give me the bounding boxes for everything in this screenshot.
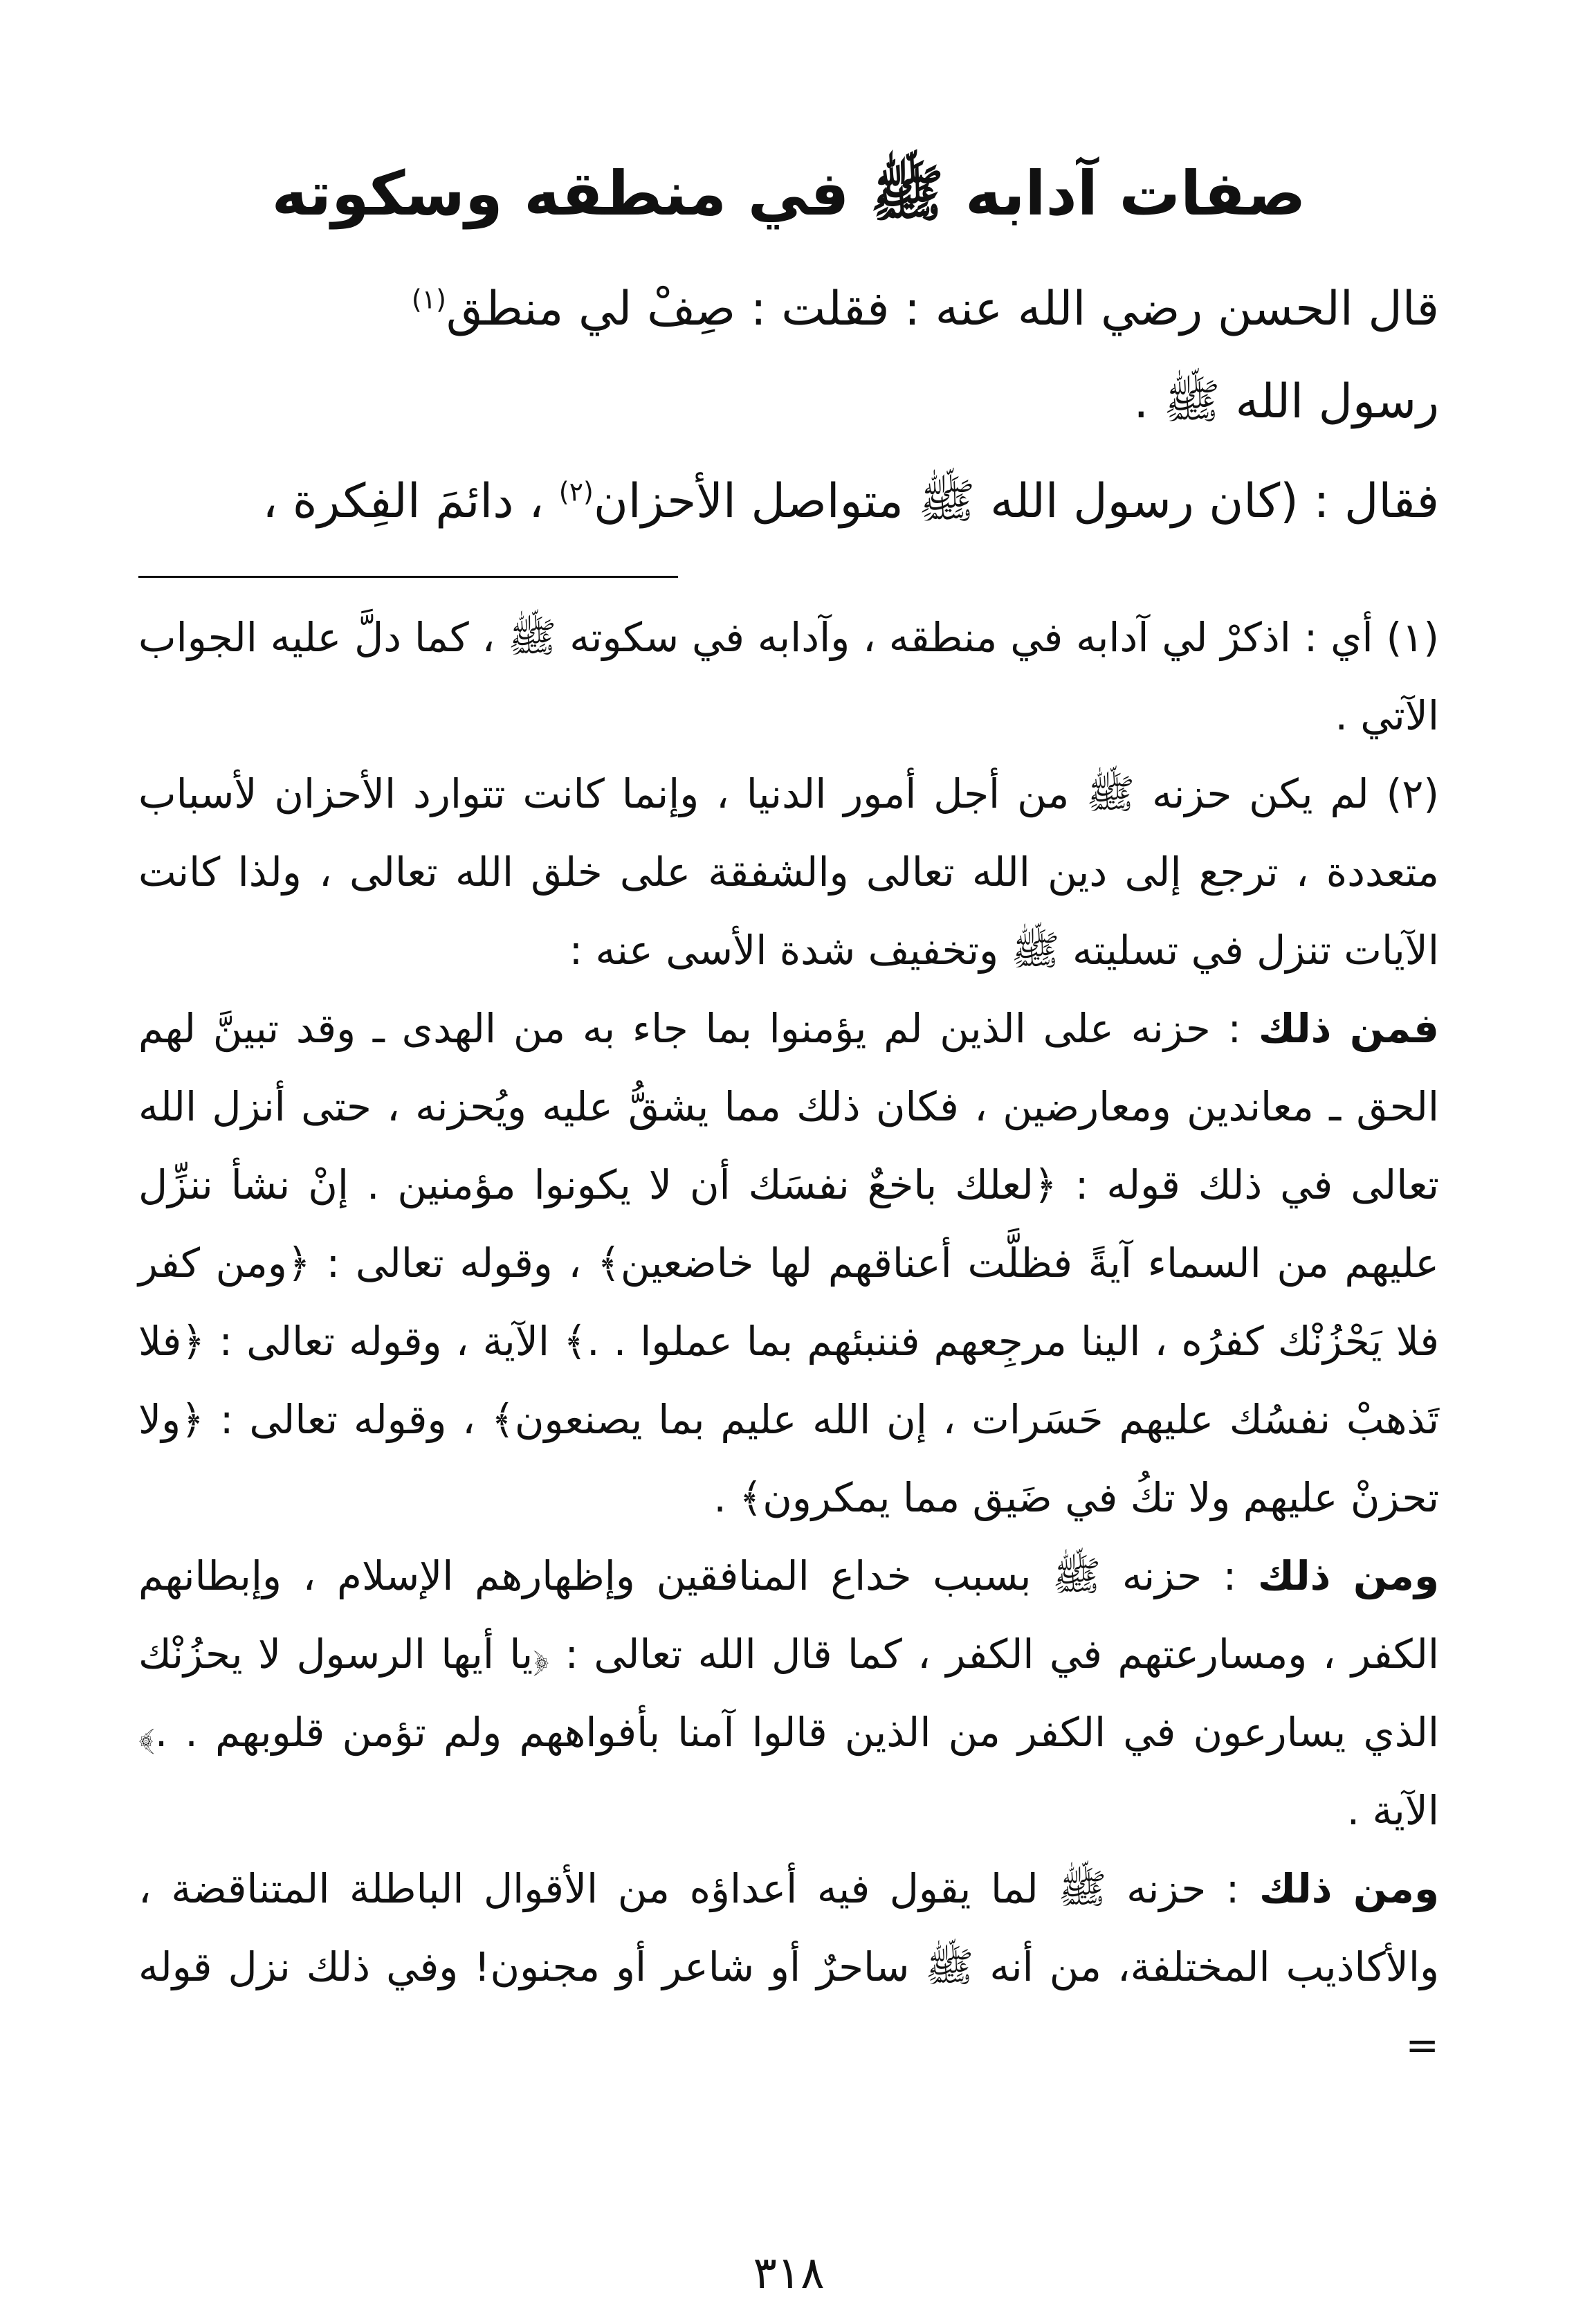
footnote-1-number: (١)	[1386, 614, 1440, 661]
footnotes	[138, 599, 1439, 2085]
footnote-paragraph-3	[138, 990, 1439, 1537]
footnote-paragraph-4	[138, 1537, 1439, 1850]
main-paragraph-1-end: رسول الله ﷺ .	[1133, 374, 1439, 429]
main-paragraph-2-text: فقال : (كان رسول الله ﷺ متواصل الأحزان	[593, 474, 1439, 529]
main-paragraph-1	[138, 263, 1439, 448]
main-text	[138, 263, 1439, 548]
footnote-paragraph-5-lead: ومن ذلك	[1259, 1865, 1439, 1912]
main-paragraph-2	[138, 455, 1439, 548]
footnote-1	[138, 599, 1439, 755]
document-page	[138, 138, 1440, 2299]
page-number: ٣١٨	[753, 2248, 825, 2299]
footnote-2-number: (٢)	[1386, 770, 1439, 817]
footnote-paragraph-5	[138, 1850, 1439, 2085]
footnote-paragraph-5-text: : حزنه ﷺ لما يقول فيه أعداؤه من الأقوال الباطلة المتناقضة ، والأكاذيب المختلفة، من أنه ﷺ ساحرٌ أو شاعر أو مجنون! وفي ذلك نزل قوله =	[138, 1865, 1439, 2069]
main-paragraph-1-text: قال الحسن رضي الله عنه : فقلت : صِفْ لي منطق	[446, 282, 1439, 336]
footnote-paragraph-4-lead: ومن ذلك	[1257, 1552, 1439, 1599]
footnote-paragraph-3-lead: فمن ذلك	[1258, 1005, 1439, 1052]
footnote-1-text: أي : اذكرْ لي آدابه في منطقه ، وآدابه في سكوته ﷺ ، كما دلَّ عليه الجواب الآتي .	[138, 614, 1439, 739]
footnote-divider	[138, 576, 678, 578]
footnote-paragraph-3-text: : حزنه على الذين لم يؤمنوا بما جاء به من الهدى ـ وقد تبينَّ لهم الحق ـ معاندين ومعارضين ، فكان ذلك مما يشقُّ عليه ويُحزنه ، حتى أنزل الله تعالى في ذلك قوله : ﴿لعلك باخعٌ نفسَك أن لا يكونوا مؤمنين . إنْ نشأ ننزِّل عليهم من السماء آيةً فظلَّت أعناقهم لها خاضعين﴾ ، وقوله تعالى : ﴿ومن كفر فلا يَحْزُنْك كفرُه ، الينا مرجِعهم فننبئهم بما عملوا . .﴾ الآية ، وقوله تعالى : ﴿فلا تَذهبْ نفسُك عليهم حَسَرات ، إن الله عليم بما يصنعون﴾ ، وقوله تعالى : ﴿ولا تحزنْ عليهم ولا تكُ في ضَيق مما يمكرون﴾ .	[138, 1005, 1439, 1521]
footnote-2-text: لم يكن حزنه ﷺ من أجل أمور الدنيا ، وإنما كانت تتوارد الأحزان لأسباب متعددة ، ترجع إلى دين الله تعالى والشفقة على خلق الله تعالى ، ولذا كانت الآيات تنزل في تسليته ﷺ وتخفيف شدة الأسى عنه :	[138, 770, 1439, 974]
footnote-2	[138, 755, 1439, 990]
footnote-paragraph-4-text: : حزنه ﷺ بسبب خداع المنافقين وإظهارهم الإسلام ، وإبطانهم الكفر ، ومسارعتهم في الكفر ، كما قال الله تعالى : ﴿يا أيها الرسول لا يحزُنْك الذي يسارعون في الكفر من الذين قالوا آمنا بأفواههم ولم تؤمن قلوبهم . .﴾ الآية .	[138, 1552, 1439, 1834]
main-paragraph-2-end: ، دائمَ الفِكرة ،	[262, 474, 545, 529]
page-title: صفات آدابه ﷺ في منطقه وسكوته	[271, 158, 1306, 229]
footnote-ref-1[interactable]: (١)	[411, 284, 446, 315]
footnote-ref-2[interactable]: (٢)	[558, 476, 594, 507]
